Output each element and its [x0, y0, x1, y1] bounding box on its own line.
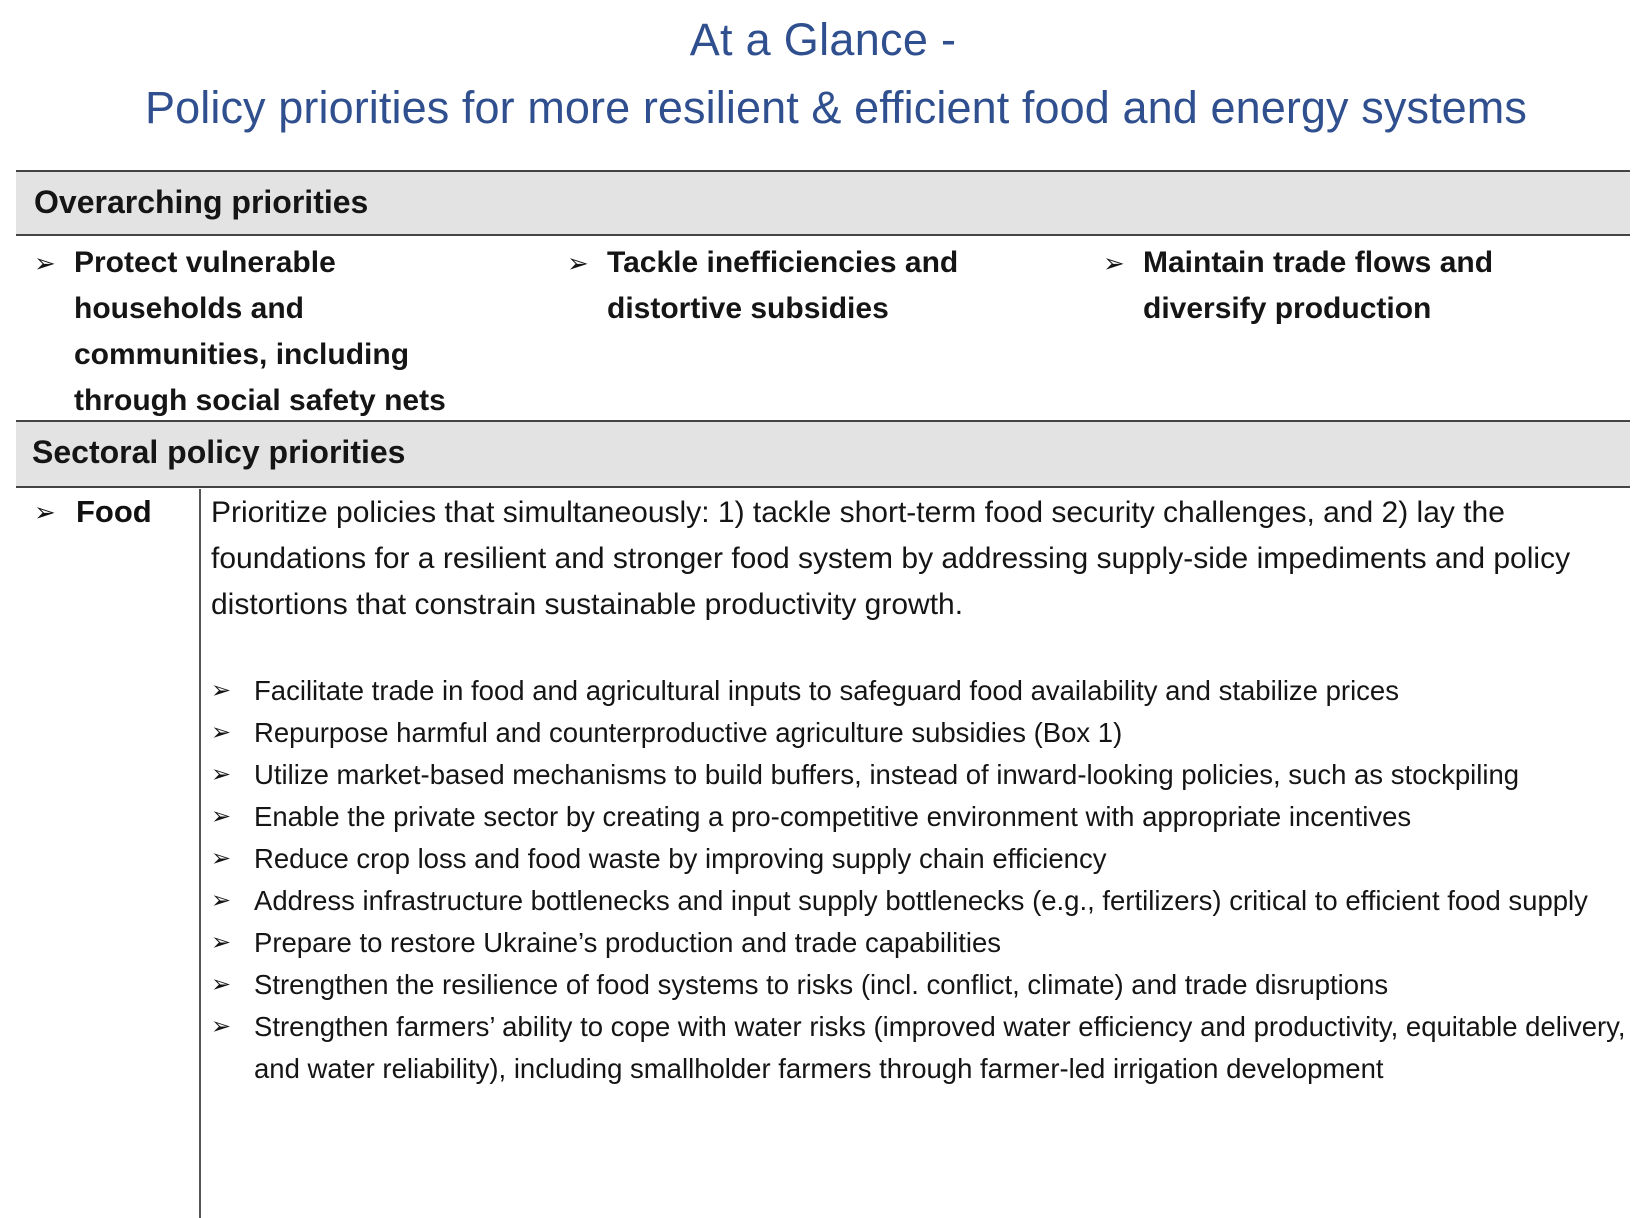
overarching-item-tackle	[567, 240, 1007, 332]
food-bullet-list	[211, 670, 1631, 1090]
arrow-icon: ➢	[211, 1013, 232, 1040]
list-item	[211, 670, 1631, 712]
overarching-item-text: Protect vulnerable households and communities, including through social safety nets	[74, 246, 446, 417]
list-item-text: Utilize market-based mechanisms to build buffers, instead of inward-looking policies, such as stockpiling	[254, 759, 1520, 790]
list-item-text: Address infrastructure bottlenecks and input supply bottlenecks (e.g., fertilizers) critical to efficient food supply	[254, 885, 1588, 916]
arrow-icon: ➢	[211, 719, 232, 746]
arrow-icon: ➢	[211, 887, 232, 914]
overarching-rule	[16, 234, 1630, 236]
list-item	[211, 754, 1631, 796]
food-label-text: Food	[76, 494, 152, 529]
arrow-icon: ➢	[211, 845, 232, 872]
list-item-text: Enable the private sector by creating a pro-competitive environment with appropriate incentives	[254, 801, 1412, 832]
overarching-item-trade	[1103, 240, 1593, 332]
list-item	[211, 964, 1631, 1006]
list-item-text: Prepare to restore Ukraine’s production and trade capabilities	[254, 927, 1001, 958]
arrow-icon: ➢	[34, 497, 56, 527]
list-item	[211, 796, 1631, 838]
arrow-icon: ➢	[34, 248, 56, 278]
list-item-text: Repurpose harmful and counterproductive agriculture subsidies (Box 1)	[254, 717, 1123, 748]
arrow-icon: ➢	[211, 677, 232, 704]
list-item-text: Facilitate trade in food and agricultural inputs to safeguard food availability and stabilize prices	[254, 675, 1399, 706]
food-intro: Prioritize policies that simultaneously: 1) tackle short-term food security challenges, and 2) lay the foundations for a resilient and stronger food system by addressing supply-side impediments and policy distortions that constrain sustainable productivity growth.	[211, 496, 1571, 621]
food-label	[34, 489, 152, 535]
overarching-item-text: Tackle inefficiencies and distortive subsidies	[607, 246, 959, 325]
arrow-icon: ➢	[567, 248, 589, 278]
overarching-band	[16, 172, 1630, 234]
arrow-icon: ➢	[211, 971, 232, 998]
list-item	[211, 922, 1631, 964]
list-item	[211, 880, 1631, 922]
list-item-text: Strengthen the resilience of food systems to risks (incl. conflict, climate) and trade disruptions	[254, 969, 1389, 1000]
list-item-text: Strengthen farmers’ ability to cope with water risks (improved water efficiency and productivity, equitable delivery, and water reliability), including smallholder farmers through farmer-led irrigation development	[254, 1011, 1626, 1084]
overarching-item-text: Maintain trade flows and diversify production	[1143, 246, 1494, 325]
sectoral-heading: Sectoral policy priorities	[32, 434, 406, 470]
column-divider	[199, 489, 201, 1218]
page-title-line-1: At a Glance -	[689, 14, 957, 65]
list-item	[211, 712, 1631, 754]
arrow-icon: ➢	[1103, 248, 1125, 278]
arrow-icon: ➢	[211, 803, 232, 830]
arrow-icon: ➢	[211, 929, 232, 956]
sectoral-rule	[16, 486, 1630, 488]
sectoral-band	[16, 422, 1630, 486]
arrow-icon: ➢	[211, 761, 232, 788]
overarching-item-protect	[34, 240, 504, 424]
page-title-line-2: Policy priorities for more resilient & efficient food and energy systems	[145, 82, 1527, 133]
list-item-text: Reduce crop loss and food waste by improving supply chain efficiency	[254, 843, 1107, 874]
list-item	[211, 1006, 1631, 1090]
overarching-heading: Overarching priorities	[34, 184, 369, 220]
list-item	[211, 838, 1631, 880]
